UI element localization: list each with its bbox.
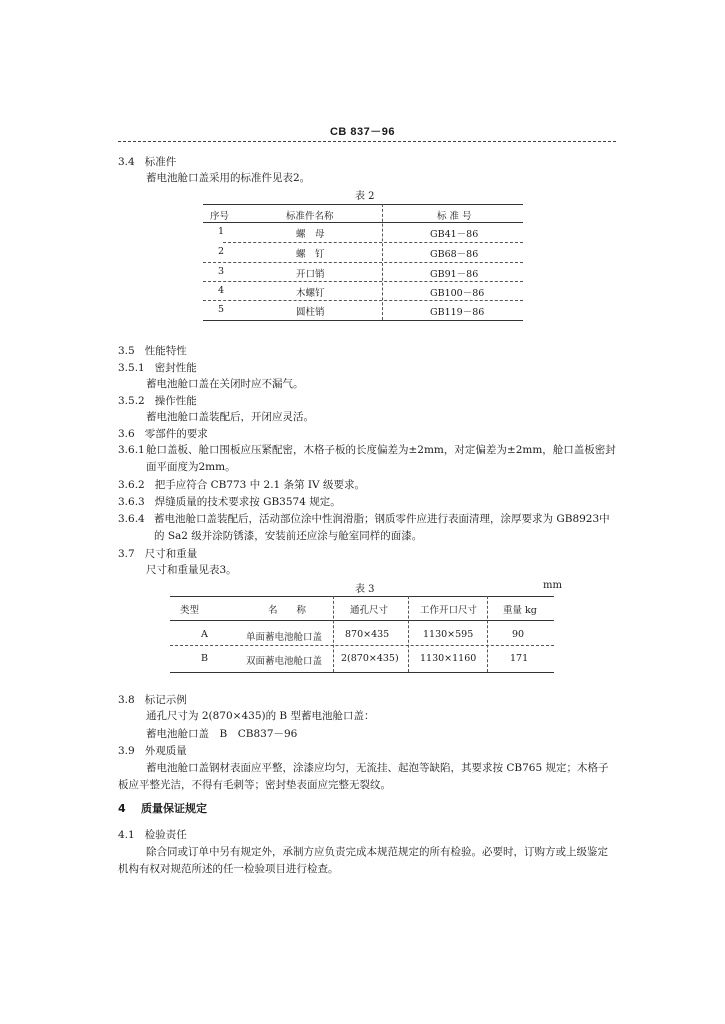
section-3-6-2	[118, 477, 365, 494]
table-3-unit: mm	[543, 580, 562, 591]
row-index: 5	[218, 304, 225, 315]
table-2-row-rule	[203, 262, 523, 263]
table-2-top-rule	[203, 204, 523, 205]
row-name: 螺 钉	[296, 249, 325, 260]
row-weight: 90	[512, 629, 525, 640]
table-3-column-divider	[408, 596, 409, 672]
row-name: 圆柱销	[296, 307, 325, 318]
row-code: GB100－86	[430, 288, 485, 299]
section-3-8-line-2: 蓄电池舱口盖 B CB837－96	[146, 728, 298, 740]
section-number: 3.6.4	[118, 513, 145, 525]
section-3-5-2-heading	[118, 393, 197, 408]
section-title: 检验责任	[144, 829, 187, 841]
section-title: 零部件的要求	[144, 428, 208, 440]
table-3-row-rule	[170, 645, 554, 646]
table-3-header-hole: 通孔尺寸	[350, 605, 389, 616]
table-2-header-rule	[203, 222, 523, 223]
table-3-top-rule	[170, 596, 554, 597]
section-3-5-1-text: 蓄电池舱口盖在关闭时应不漏气。	[146, 378, 304, 390]
row-name: 木螺钉	[296, 288, 325, 299]
row-index: 3	[218, 266, 225, 277]
row-weight: 171	[510, 653, 529, 664]
section-3-5-2-text: 蓄电池舱口盖装配后，开闭应灵活。	[146, 411, 314, 423]
section-number: 3.6.2	[118, 479, 145, 491]
table-3-header-opening: 工作开口尺寸	[420, 605, 478, 616]
section-title: 标准件	[144, 156, 177, 168]
row-index: 4	[218, 285, 225, 296]
section-number: 3.7	[118, 548, 135, 560]
section-3-5-heading	[118, 343, 187, 358]
table-2-header-name: 标准件名称	[286, 211, 334, 222]
table-2-header-index: 序号	[210, 211, 230, 222]
row-opening: 1130×1160	[420, 653, 477, 664]
row-index: 1	[218, 226, 225, 237]
section-3-8-heading	[118, 692, 187, 707]
table-2-caption: 表 2	[355, 191, 375, 202]
section-title: 性能特性	[144, 345, 187, 357]
table-2-bottom-rule	[203, 320, 523, 321]
section-3-5-1-heading	[118, 360, 197, 375]
section-3-7-text: 尺寸和重量见表3。	[146, 564, 237, 576]
section-number: 3.5	[118, 345, 135, 357]
row-name: 螺 母	[296, 229, 325, 240]
section-number: 4	[118, 802, 126, 815]
table-2-header-code: 标 准 号	[437, 211, 472, 222]
section-number: 4.1	[118, 829, 135, 841]
row-hole: 870×435	[345, 629, 390, 640]
section-number: 3.5.1	[118, 362, 145, 374]
section-number: 3.9	[118, 745, 135, 757]
row-name: 开口销	[296, 269, 325, 280]
row-name: 双面蓄电池舱口盖	[246, 656, 323, 667]
table-3-column-divider	[333, 596, 334, 672]
section-number: 3.6.1	[118, 444, 145, 456]
section-number: 3.5.2	[118, 395, 145, 407]
section-3-4-heading	[118, 154, 176, 169]
row-type: B	[201, 653, 208, 664]
section-text: 把手应符合 CB773 中 2.1 条第 IV 级要求。	[154, 479, 365, 491]
table-2-row-rule	[203, 300, 523, 301]
row-name: 单面蓄电池舱口盖	[246, 632, 323, 643]
section-4-1-text: 除合同或订单中另有规定外，承制方应负责完成本规范规定的所有检验。必要时，订购方或上级鉴定机构有权对规范所述的任一检验项目进行检查。	[118, 846, 608, 875]
section-3-7-heading	[118, 546, 197, 561]
section-3-9-text: 蓄电池舱口盖钢材表面应平整，涂漆应均匀，无流挂、起泡等缺陷，其要求按 CB765 规定；木格子板应平整光洁，不得有毛刺等；密封垫表面应完整无裂纹。	[118, 762, 609, 791]
section-title: 尺寸和重量	[144, 548, 198, 560]
section-title: 密封性能	[154, 362, 197, 374]
row-code: GB119－86	[430, 307, 485, 318]
section-number: 3.8	[118, 694, 135, 706]
section-number: 3.4	[118, 156, 135, 168]
row-opening: 1130×595	[423, 629, 474, 640]
table-3-bottom-rule	[170, 672, 554, 673]
table-3-header-weight: 重量 kg	[503, 605, 537, 616]
table-3-column-divider	[487, 596, 488, 672]
section-3-6-1	[118, 442, 145, 459]
row-hole: 2(870×435)	[341, 653, 399, 664]
table-3-caption: 表 3	[355, 584, 375, 595]
row-code: GB41－86	[430, 229, 479, 240]
section-3-6-4	[118, 511, 145, 528]
row-index: 2	[218, 246, 225, 257]
section-3-8-line-1: 通孔尺寸为 2(870×435)的 B 型蓄电池舱口盖：	[146, 710, 375, 722]
section-title: 质量保证规定	[140, 802, 207, 815]
section-text: 焊缝质量的技术要求按 GB3574 规定。	[154, 496, 341, 508]
section-title: 操作性能	[154, 395, 197, 407]
section-3-6-heading	[118, 426, 208, 441]
section-3-6-1-text: 舱口盖板、舱口围板应压紧配密，木格子板的长度偏差为±2mm，对定偏差为±2mm，舱口盖板密封面平面度为2mm。	[146, 444, 616, 473]
table-3-header-name: 名 称	[268, 605, 307, 616]
section-3-6-4-text: 蓄电池舱口盖装配后，活动部位涂中性润滑脂；钢质零件应进行表面清理，涂厚要求为 GB8923中的 Sa2 级并涂防锈漆，安装前还应涂与舱室同样的面漆。	[154, 513, 610, 542]
section-3-6-3	[118, 494, 341, 511]
row-code: GB68－86	[430, 249, 479, 260]
section-number: 3.6.3	[118, 496, 145, 508]
header-rule	[118, 141, 616, 142]
table-3-header-type: 类型	[180, 605, 200, 616]
section-3-9-heading	[118, 743, 187, 758]
row-type: A	[201, 629, 208, 640]
section-title: 外观质量	[144, 745, 187, 757]
table-2-row-rule	[223, 242, 523, 243]
section-4-heading	[118, 800, 207, 816]
section-title: 标记示例	[144, 694, 187, 706]
row-code: GB91－86	[430, 269, 479, 280]
section-number: 3.6	[118, 428, 135, 440]
section-4-1-heading	[118, 827, 187, 842]
table-2-row-rule	[203, 281, 523, 282]
standard-number-header: CB 837－96	[329, 126, 396, 138]
section-3-4-text: 蓄电池舱口盖采用的标准件见表2。	[146, 172, 311, 184]
table-3-header-rule	[170, 620, 554, 621]
